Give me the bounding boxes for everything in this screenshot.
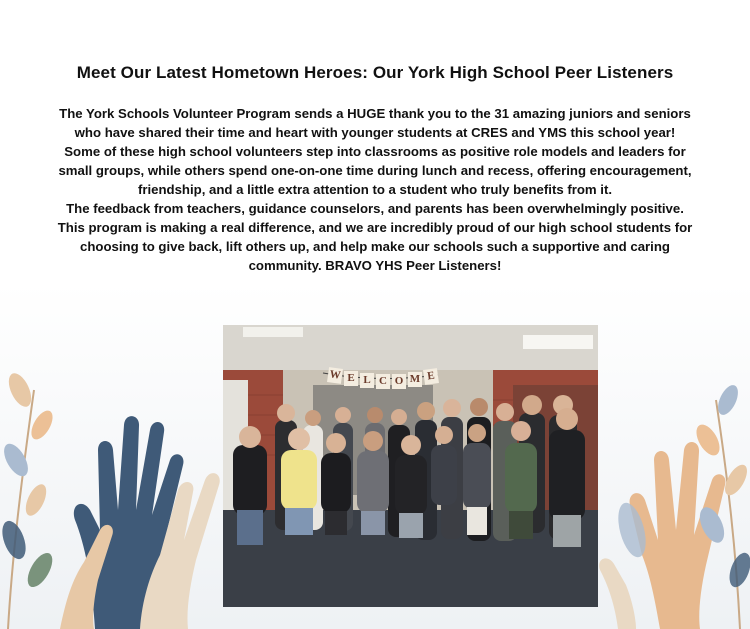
banner-letter: L: [360, 373, 374, 388]
paragraph-thank-you: The York Schools Volunteer Program sends a HUGE thank you to the 31 amazing juniors and seniors who have shared their time and heart with younger students at CRES and YMS this school year!: [59, 106, 691, 140]
paragraph-roles: Some of these high school volunteers step into classrooms as positive role models and leaders for small groups, while others spend one-on-one time during lunch and recess, offering encouragement, friendship, and a little extra attention to a student who truly benefits from it.: [58, 144, 692, 197]
post-body: [52, 104, 698, 275]
raised-hands-left-illustration: [60, 416, 220, 629]
welcome-banner: [328, 368, 438, 389]
ceiling-light: [523, 335, 593, 349]
banner-letter: E: [423, 368, 439, 385]
raised-hands-right-illustration: [599, 442, 725, 629]
leaf-branch-left: [0, 370, 57, 629]
banner-letter: O: [392, 374, 406, 389]
banner-letter: M: [409, 373, 421, 385]
banner-letter: C: [376, 374, 390, 389]
paragraph-feedback: The feedback from teachers, guidance counselors, and parents has been overwhelmingly positive. This program is making a real difference, and we are incredibly proud of our high school students for choosing to give back, lift others up, and help make our schools such a supportive and caring community. BRAVO YHS Peer Listeners!: [57, 201, 693, 273]
post-title: Meet Our Latest Hometown Heroes: Our York High School Peer Listeners: [76, 63, 674, 82]
group-photo: [223, 325, 598, 607]
banner-letter: E: [344, 371, 358, 386]
banner-letter: W: [327, 367, 343, 384]
